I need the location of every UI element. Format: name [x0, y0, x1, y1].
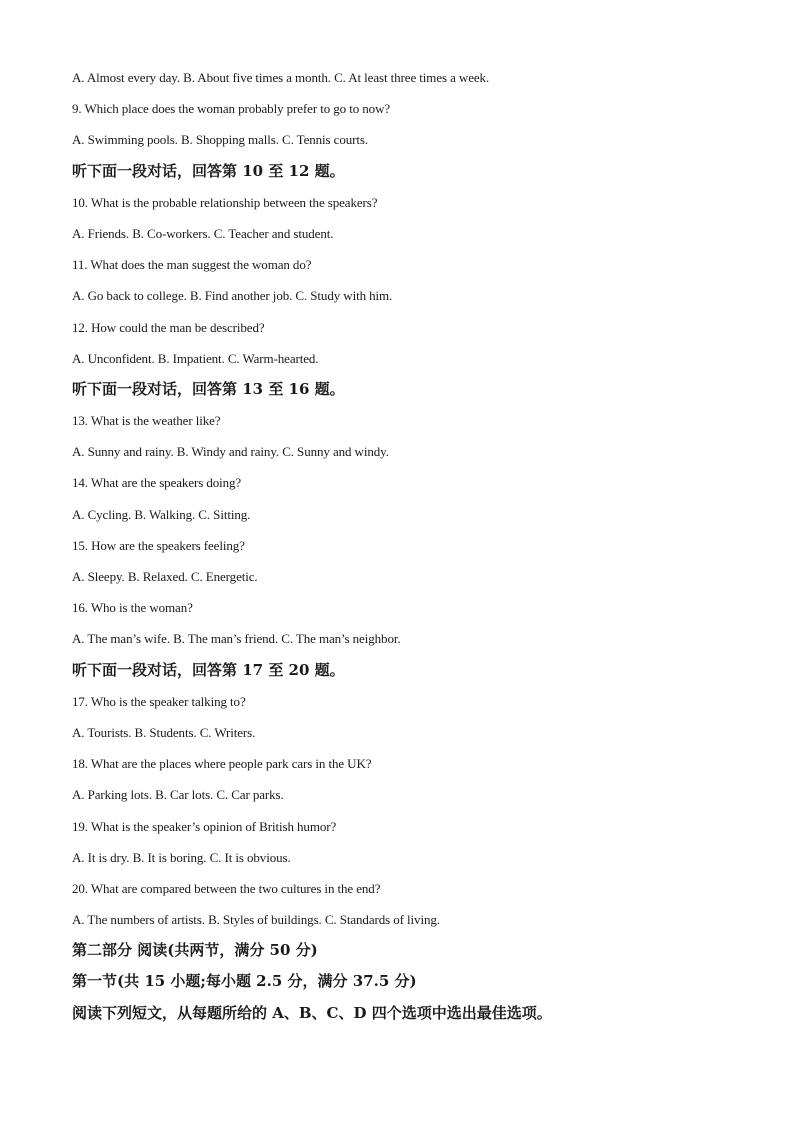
question-13: 13. What is the weather like? [72, 413, 221, 429]
question-14: 14. What are the speakers doing? [72, 475, 242, 491]
answer-options-q10: A. Friends. B. Co-workers. C. Teacher and student. [72, 225, 334, 241]
section-instruction-13-16: 听下面一段对话，回答第 13 至 16 题。 [72, 379, 345, 398]
question-15: 15. How are the speakers feeling? [72, 537, 245, 553]
reading-instruction: 阅读下列短文，从每题所给的 A、B、C、D 四个选项中选出最佳选项。 [72, 1003, 552, 1022]
question-11: 11. What does the man suggest the woman do? [72, 257, 312, 273]
question-18: 18. What are the places where people park cars in the UK? [72, 756, 372, 772]
section-instruction-17-20: 听下面一段对话，回答第 17 至 20 题。 [72, 660, 345, 679]
answer-options-q15: A. Sleepy. B. Relaxed. C. Energetic. [72, 569, 258, 584]
answer-options-q13: A. Sunny and rainy. B. Windy and rainy. C. Sunny and windy. [72, 444, 389, 460]
question-20: 20. What are compared between the two cultures in the end? [72, 880, 381, 896]
document-page [72, 62, 732, 1029]
question-16: 16. Who is the woman? [72, 600, 193, 616]
section-one-title: 第一节(共 15 小题;每小题 2.5 分，满分 37.5 分) [72, 972, 417, 991]
answer-options-q9: A. Swimming pools. B. Shopping malls. C. Tennis courts. [72, 132, 368, 148]
answer-options-q12: A. Unconfident. B. Impatient. C. Warm-hearted. [72, 350, 319, 366]
question-17: 17. Who is the speaker talking to? [72, 693, 246, 709]
answer-options-q8: A. Almost every day. B. About five times a month. C. At least three times a week. [72, 70, 490, 85]
answer-options-q20: A. The numbers of artists. B. Styles of buildings. C. Standards of living. [72, 912, 440, 928]
question-19: 19. What is the speaker’s opinion of British humor? [72, 818, 337, 834]
question-12: 12. How could the man be described? [72, 319, 265, 335]
answer-options-q19: A. It is dry. B. It is boring. C. It is obvious. [72, 849, 291, 865]
answer-options-q11: A. Go back to college. B. Find another job. C. Study with him. [72, 288, 393, 304]
answer-options-q14: A. Cycling. B. Walking. C. Sitting. [72, 506, 251, 522]
part-two-title: 第二部分 阅读(共两节，满分 50 分) [72, 941, 318, 960]
answer-options-q18: A. Parking lots. B. Car lots. C. Car parks. [72, 787, 284, 803]
section-instruction-10-12: 听下面一段对话，回答第 10 至 12 题。 [72, 161, 345, 180]
question-10: 10. What is the probable relationship between the speakers? [72, 194, 378, 210]
answer-options-q17: A. Tourists. B. Students. C. Writers. [72, 724, 256, 740]
answer-options-q16: A. The man’s wife. B. The man’s friend. C. The man’s neighbor. [72, 631, 401, 647]
question-9: 9. Which place does the woman probably prefer to go to now? [72, 101, 391, 117]
